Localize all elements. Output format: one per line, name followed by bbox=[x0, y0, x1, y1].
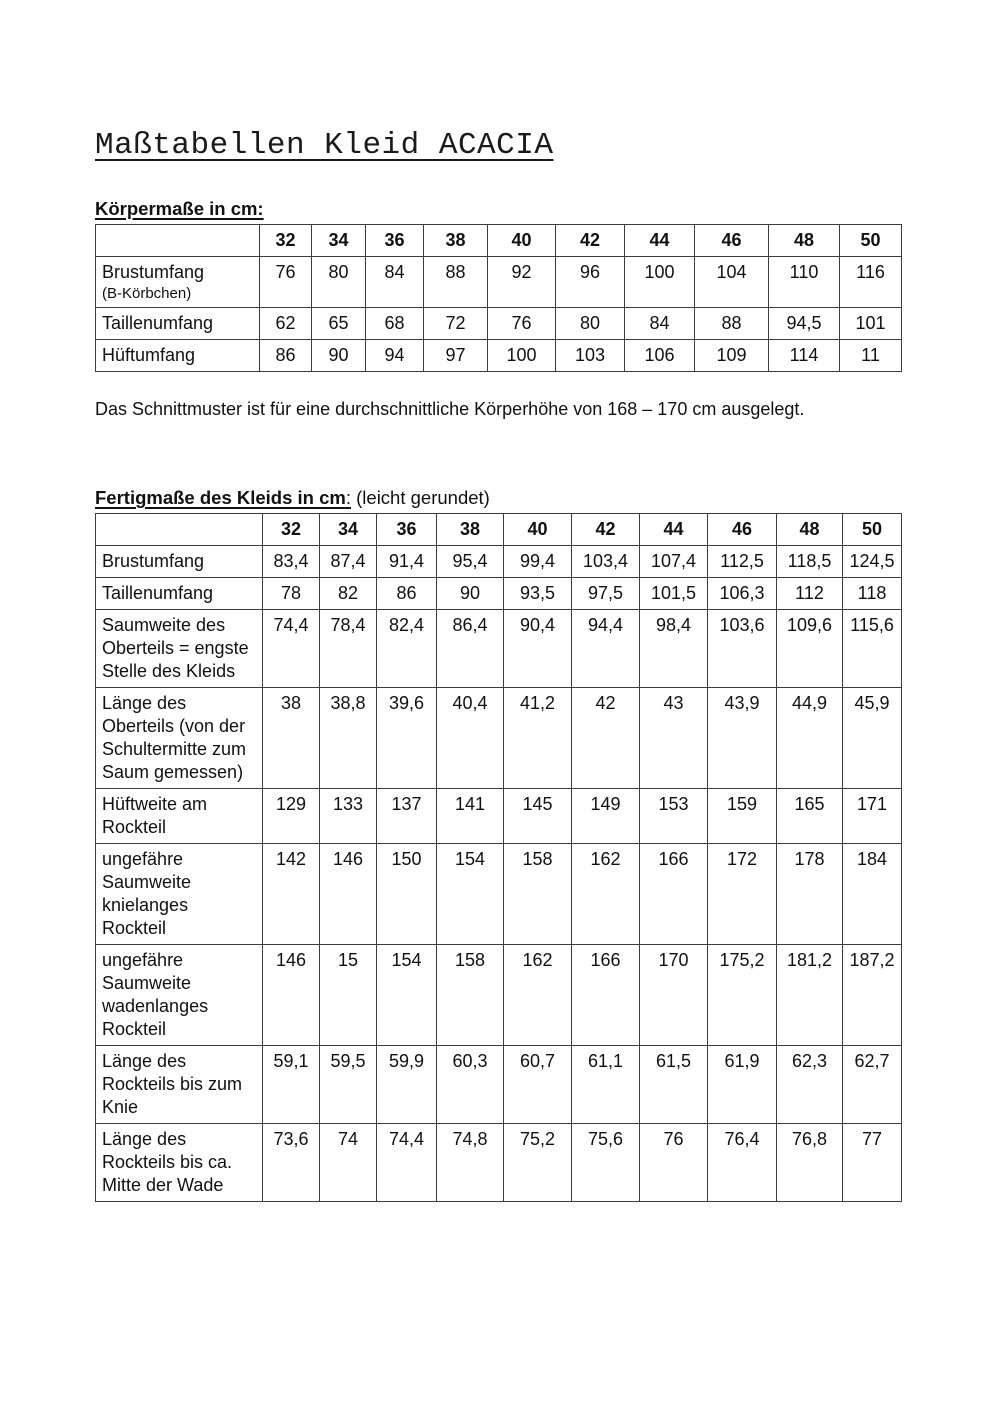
value-cell: 76 bbox=[640, 1124, 708, 1202]
value-cell: 78,4 bbox=[320, 610, 377, 688]
value-cell: 96 bbox=[556, 257, 625, 308]
size-header-cell: 42 bbox=[556, 225, 625, 257]
empty-corner-cell bbox=[96, 514, 263, 546]
value-cell: 11 bbox=[840, 340, 902, 372]
value-cell: 159 bbox=[708, 789, 777, 844]
value-cell: 76,4 bbox=[708, 1124, 777, 1202]
value-cell: 116 bbox=[840, 257, 902, 308]
value-cell: 106 bbox=[625, 340, 695, 372]
value-cell: 112 bbox=[777, 578, 843, 610]
value-cell: 187,2 bbox=[843, 945, 902, 1046]
value-cell: 95,4 bbox=[437, 546, 504, 578]
value-cell: 137 bbox=[377, 789, 437, 844]
value-cell: 115,6 bbox=[843, 610, 902, 688]
value-cell: 178 bbox=[777, 844, 843, 945]
size-header-cell: 38 bbox=[424, 225, 488, 257]
value-cell: 45,9 bbox=[843, 688, 902, 789]
table-row bbox=[96, 688, 902, 789]
value-cell: 124,5 bbox=[843, 546, 902, 578]
value-cell: 39,6 bbox=[377, 688, 437, 789]
row-label-cell: Hüftweite am Rockteil bbox=[96, 789, 263, 844]
size-header-cell: 48 bbox=[777, 514, 843, 546]
value-cell: 94,4 bbox=[572, 610, 640, 688]
value-cell: 90 bbox=[437, 578, 504, 610]
table-row bbox=[96, 1046, 902, 1124]
row-sublabel: (B-Körbchen) bbox=[102, 285, 192, 302]
value-cell: 146 bbox=[320, 844, 377, 945]
value-cell: 141 bbox=[437, 789, 504, 844]
size-header-row bbox=[96, 225, 902, 257]
value-cell: 99,4 bbox=[504, 546, 572, 578]
row-label: Brustumfang bbox=[102, 262, 205, 282]
value-cell: 110 bbox=[769, 257, 840, 308]
value-cell: 86 bbox=[377, 578, 437, 610]
value-cell: 38 bbox=[263, 688, 320, 789]
value-cell: 92 bbox=[488, 257, 556, 308]
value-cell: 44,9 bbox=[777, 688, 843, 789]
size-header-cell: 36 bbox=[377, 514, 437, 546]
size-header-cell: 50 bbox=[840, 225, 902, 257]
value-cell: 59,5 bbox=[320, 1046, 377, 1124]
value-cell: 145 bbox=[504, 789, 572, 844]
value-cell: 158 bbox=[504, 844, 572, 945]
table-row bbox=[96, 257, 902, 308]
value-cell: 106,3 bbox=[708, 578, 777, 610]
value-cell: 76 bbox=[488, 308, 556, 340]
value-cell: 74 bbox=[320, 1124, 377, 1202]
value-cell: 38,8 bbox=[320, 688, 377, 789]
row-label-cell: Saumweite des Oberteils = engste Stelle des Kleids bbox=[96, 610, 263, 688]
value-cell: 42 bbox=[572, 688, 640, 789]
size-header-cell: 44 bbox=[625, 225, 695, 257]
value-cell: 75,2 bbox=[504, 1124, 572, 1202]
value-cell: 59,1 bbox=[263, 1046, 320, 1124]
value-cell: 83,4 bbox=[263, 546, 320, 578]
value-cell: 40,4 bbox=[437, 688, 504, 789]
value-cell: 146 bbox=[263, 945, 320, 1046]
value-cell: 76 bbox=[260, 257, 312, 308]
value-cell: 104 bbox=[695, 257, 769, 308]
value-cell: 154 bbox=[437, 844, 504, 945]
table-row bbox=[96, 1124, 902, 1202]
value-cell: 103,6 bbox=[708, 610, 777, 688]
table-row bbox=[96, 789, 902, 844]
finished-measurements-heading-text: Fertigmaße des Kleids in cm bbox=[95, 487, 346, 508]
value-cell: 82 bbox=[320, 578, 377, 610]
size-header-cell: 44 bbox=[640, 514, 708, 546]
value-cell: 87,4 bbox=[320, 546, 377, 578]
value-cell: 107,4 bbox=[640, 546, 708, 578]
value-cell: 150 bbox=[377, 844, 437, 945]
value-cell: 59,9 bbox=[377, 1046, 437, 1124]
value-cell: 88 bbox=[695, 308, 769, 340]
size-header-cell: 50 bbox=[843, 514, 902, 546]
value-cell: 43,9 bbox=[708, 688, 777, 789]
value-cell: 74,4 bbox=[377, 1124, 437, 1202]
value-cell: 82,4 bbox=[377, 610, 437, 688]
value-cell: 41,2 bbox=[504, 688, 572, 789]
value-cell: 149 bbox=[572, 789, 640, 844]
value-cell: 86 bbox=[260, 340, 312, 372]
size-header-cell: 34 bbox=[312, 225, 366, 257]
size-header-cell: 38 bbox=[437, 514, 504, 546]
value-cell: 77 bbox=[843, 1124, 902, 1202]
page-title: Maßtabellen Kleid ACACIA bbox=[95, 128, 554, 163]
value-cell: 153 bbox=[640, 789, 708, 844]
table-row bbox=[96, 546, 902, 578]
row-label-cell: Brustumfang bbox=[96, 546, 263, 578]
value-cell: 75,6 bbox=[572, 1124, 640, 1202]
value-cell: 112,5 bbox=[708, 546, 777, 578]
value-cell: 80 bbox=[312, 257, 366, 308]
value-cell: 114 bbox=[769, 340, 840, 372]
value-cell: 94,5 bbox=[769, 308, 840, 340]
value-cell: 93,5 bbox=[504, 578, 572, 610]
row-label-cell: Taillenumfang bbox=[96, 578, 263, 610]
value-cell: 60,7 bbox=[504, 1046, 572, 1124]
value-cell: 74,4 bbox=[263, 610, 320, 688]
value-cell: 62,7 bbox=[843, 1046, 902, 1124]
finished-measurements-heading-colon: : bbox=[345, 487, 351, 508]
table-row bbox=[96, 945, 902, 1046]
row-label-cell: ungefähre Saumweite wadenlanges Rockteil bbox=[96, 945, 263, 1046]
value-cell: 101 bbox=[840, 308, 902, 340]
empty-corner-cell bbox=[96, 225, 260, 257]
value-cell: 88 bbox=[424, 257, 488, 308]
value-cell: 172 bbox=[708, 844, 777, 945]
row-label-cell: ungefähre Saumweite knielanges Rockteil bbox=[96, 844, 263, 945]
value-cell: 84 bbox=[625, 308, 695, 340]
value-cell: 61,1 bbox=[572, 1046, 640, 1124]
value-cell: 109 bbox=[695, 340, 769, 372]
value-cell: 15 bbox=[320, 945, 377, 1046]
value-cell: 62 bbox=[260, 308, 312, 340]
value-cell: 118 bbox=[843, 578, 902, 610]
size-header-row bbox=[96, 514, 902, 546]
finished-measurements-heading-suffix: (leicht gerundet) bbox=[351, 487, 490, 508]
height-note: Das Schnittmuster ist für eine durchschnittliche Körperhöhe von 168 – 170 cm ausgelegt. bbox=[95, 399, 805, 419]
value-cell: 62,3 bbox=[777, 1046, 843, 1124]
value-cell: 43 bbox=[640, 688, 708, 789]
value-cell: 170 bbox=[640, 945, 708, 1046]
value-cell: 175,2 bbox=[708, 945, 777, 1046]
value-cell: 84 bbox=[366, 257, 424, 308]
value-cell: 166 bbox=[640, 844, 708, 945]
row-label-cell: Hüftumfang bbox=[96, 340, 260, 372]
size-header-cell: 46 bbox=[708, 514, 777, 546]
value-cell: 118,5 bbox=[777, 546, 843, 578]
value-cell: 101,5 bbox=[640, 578, 708, 610]
value-cell: 100 bbox=[625, 257, 695, 308]
value-cell: 68 bbox=[366, 308, 424, 340]
value-cell: 65 bbox=[312, 308, 366, 340]
body-measurements-heading bbox=[95, 198, 901, 220]
value-cell: 78 bbox=[263, 578, 320, 610]
value-cell: 162 bbox=[504, 945, 572, 1046]
value-cell: 98,4 bbox=[640, 610, 708, 688]
table-row bbox=[96, 308, 902, 340]
size-header-cell: 40 bbox=[488, 225, 556, 257]
value-cell: 61,5 bbox=[640, 1046, 708, 1124]
value-cell: 133 bbox=[320, 789, 377, 844]
value-cell: 154 bbox=[377, 945, 437, 1046]
value-cell: 171 bbox=[843, 789, 902, 844]
table-row bbox=[96, 610, 902, 688]
size-header-cell: 40 bbox=[504, 514, 572, 546]
size-header-cell: 34 bbox=[320, 514, 377, 546]
value-cell: 80 bbox=[556, 308, 625, 340]
value-cell: 100 bbox=[488, 340, 556, 372]
row-label-cell bbox=[96, 257, 260, 308]
value-cell: 72 bbox=[424, 308, 488, 340]
value-cell: 162 bbox=[572, 844, 640, 945]
finished-measurements-table bbox=[95, 513, 902, 1202]
row-label-cell: Länge des Oberteils (von der Schultermitte zum Saum gemessen) bbox=[96, 688, 263, 789]
table-row bbox=[96, 844, 902, 945]
value-cell: 142 bbox=[263, 844, 320, 945]
value-cell: 97,5 bbox=[572, 578, 640, 610]
value-cell: 184 bbox=[843, 844, 902, 945]
value-cell: 97 bbox=[424, 340, 488, 372]
value-cell: 61,9 bbox=[708, 1046, 777, 1124]
size-header-cell: 36 bbox=[366, 225, 424, 257]
value-cell: 109,6 bbox=[777, 610, 843, 688]
value-cell: 60,3 bbox=[437, 1046, 504, 1124]
finished-measurements-heading bbox=[95, 487, 901, 509]
value-cell: 129 bbox=[263, 789, 320, 844]
value-cell: 76,8 bbox=[777, 1124, 843, 1202]
value-cell: 166 bbox=[572, 945, 640, 1046]
value-cell: 103 bbox=[556, 340, 625, 372]
table-row bbox=[96, 578, 902, 610]
size-header-cell: 42 bbox=[572, 514, 640, 546]
value-cell: 165 bbox=[777, 789, 843, 844]
body-measurements-table bbox=[95, 224, 902, 372]
value-cell: 103,4 bbox=[572, 546, 640, 578]
value-cell: 90 bbox=[312, 340, 366, 372]
value-cell: 90,4 bbox=[504, 610, 572, 688]
value-cell: 73,6 bbox=[263, 1124, 320, 1202]
size-header-cell: 32 bbox=[260, 225, 312, 257]
value-cell: 94 bbox=[366, 340, 424, 372]
size-header-cell: 46 bbox=[695, 225, 769, 257]
row-label-cell: Taillenumfang bbox=[96, 308, 260, 340]
table-row bbox=[96, 340, 902, 372]
row-label-cell: Länge des Rockteils bis ca. Mitte der Wade bbox=[96, 1124, 263, 1202]
row-label-cell: Länge des Rockteils bis zum Knie bbox=[96, 1046, 263, 1124]
size-header-cell: 32 bbox=[263, 514, 320, 546]
value-cell: 74,8 bbox=[437, 1124, 504, 1202]
size-header-cell: 48 bbox=[769, 225, 840, 257]
value-cell: 86,4 bbox=[437, 610, 504, 688]
value-cell: 91,4 bbox=[377, 546, 437, 578]
value-cell: 181,2 bbox=[777, 945, 843, 1046]
body-measurements-heading-text: Körpermaße in cm: bbox=[95, 198, 264, 219]
value-cell: 158 bbox=[437, 945, 504, 1046]
